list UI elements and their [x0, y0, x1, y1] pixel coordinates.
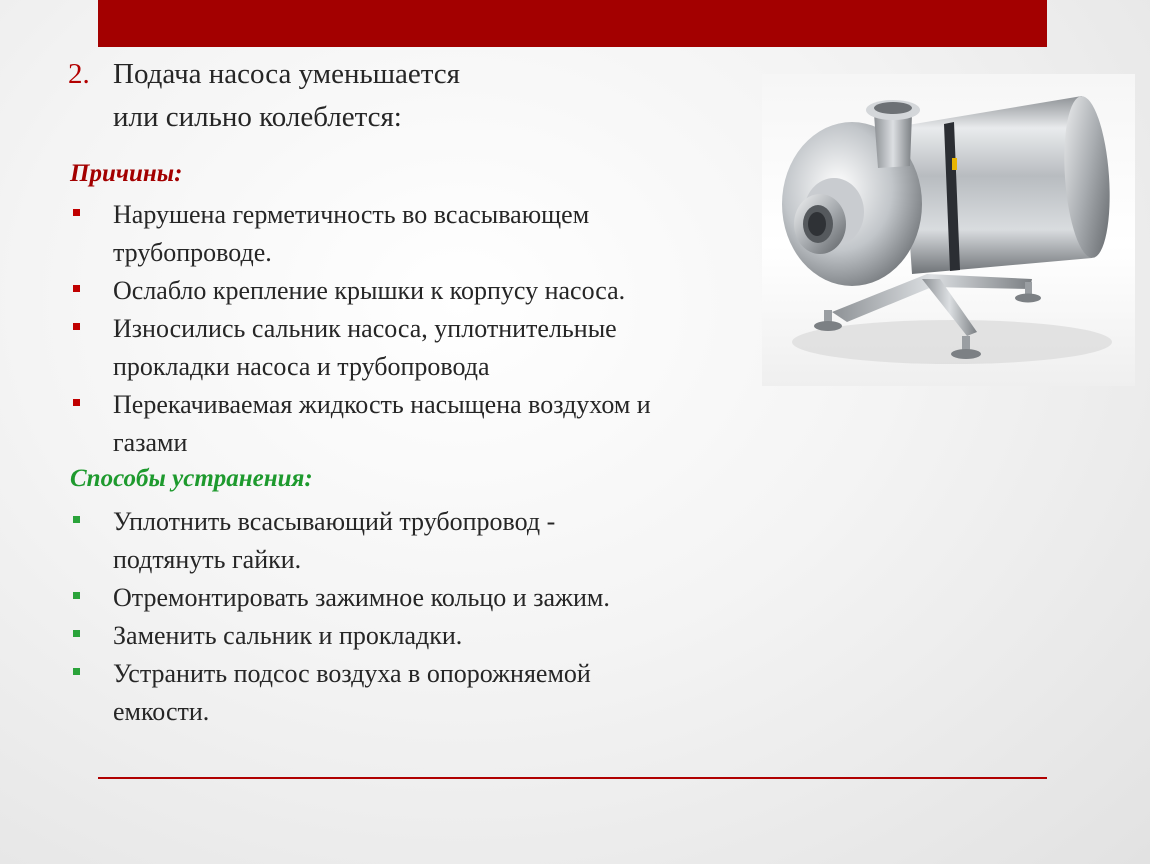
pump-photo [762, 74, 1135, 386]
fixes-label: Способы устранения: [70, 465, 313, 492]
square-bullet-icon [73, 630, 80, 637]
title-line-1: Подача насоса уменьшается [113, 58, 461, 90]
item-line-2: подтянуть гайки. [113, 545, 302, 574]
list-item [70, 617, 790, 655]
square-bullet-icon [73, 592, 80, 599]
causes-label: Причины: [70, 160, 183, 187]
item-line-1: Износились сальник насоса, уплотнительные [113, 314, 617, 343]
fixes-list [70, 503, 790, 731]
list-item [70, 655, 790, 731]
square-bullet-icon [73, 399, 80, 406]
title-line-2: или сильно колеблется: [113, 101, 402, 133]
item-line-1: Заменить сальник и прокладки. [113, 621, 463, 650]
item-line-2: трубопроводе. [113, 238, 272, 267]
list-item [70, 196, 790, 272]
item-line-1: Устранить подсос воздуха в опорожняемой [113, 659, 591, 688]
square-bullet-icon [73, 516, 80, 523]
list-item [70, 310, 790, 386]
list-item [70, 503, 790, 579]
centrifugal-pump-icon [762, 74, 1135, 386]
list-item [70, 386, 790, 462]
square-bullet-icon [73, 209, 80, 216]
square-bullet-icon [73, 323, 80, 330]
top-accent-bar [98, 0, 1047, 47]
square-bullet-icon [73, 285, 80, 292]
item-line-1: Ослабло крепление крышки к корпусу насоса. [113, 276, 626, 305]
bottom-rule [98, 777, 1047, 779]
causes-list [70, 196, 790, 462]
item-line-2: прокладки насоса и трубопровода [113, 352, 490, 381]
list-item [70, 579, 790, 617]
slide-title [68, 53, 768, 139]
list-item [70, 272, 790, 310]
item-line-1: Перекачиваемая жидкость насыщена воздухом и [113, 390, 651, 419]
title-number: 2. [68, 58, 90, 90]
item-line-2: газами [113, 428, 188, 457]
item-line-1: Уплотнить всасывающий трубопровод - [113, 507, 556, 536]
item-line-2: емкости. [113, 697, 210, 726]
item-line-1: Отремонтировать зажимное кольцо и зажим. [113, 583, 610, 612]
item-line-1: Нарушена герметичность во всасывающем [113, 200, 590, 229]
square-bullet-icon [73, 668, 80, 675]
